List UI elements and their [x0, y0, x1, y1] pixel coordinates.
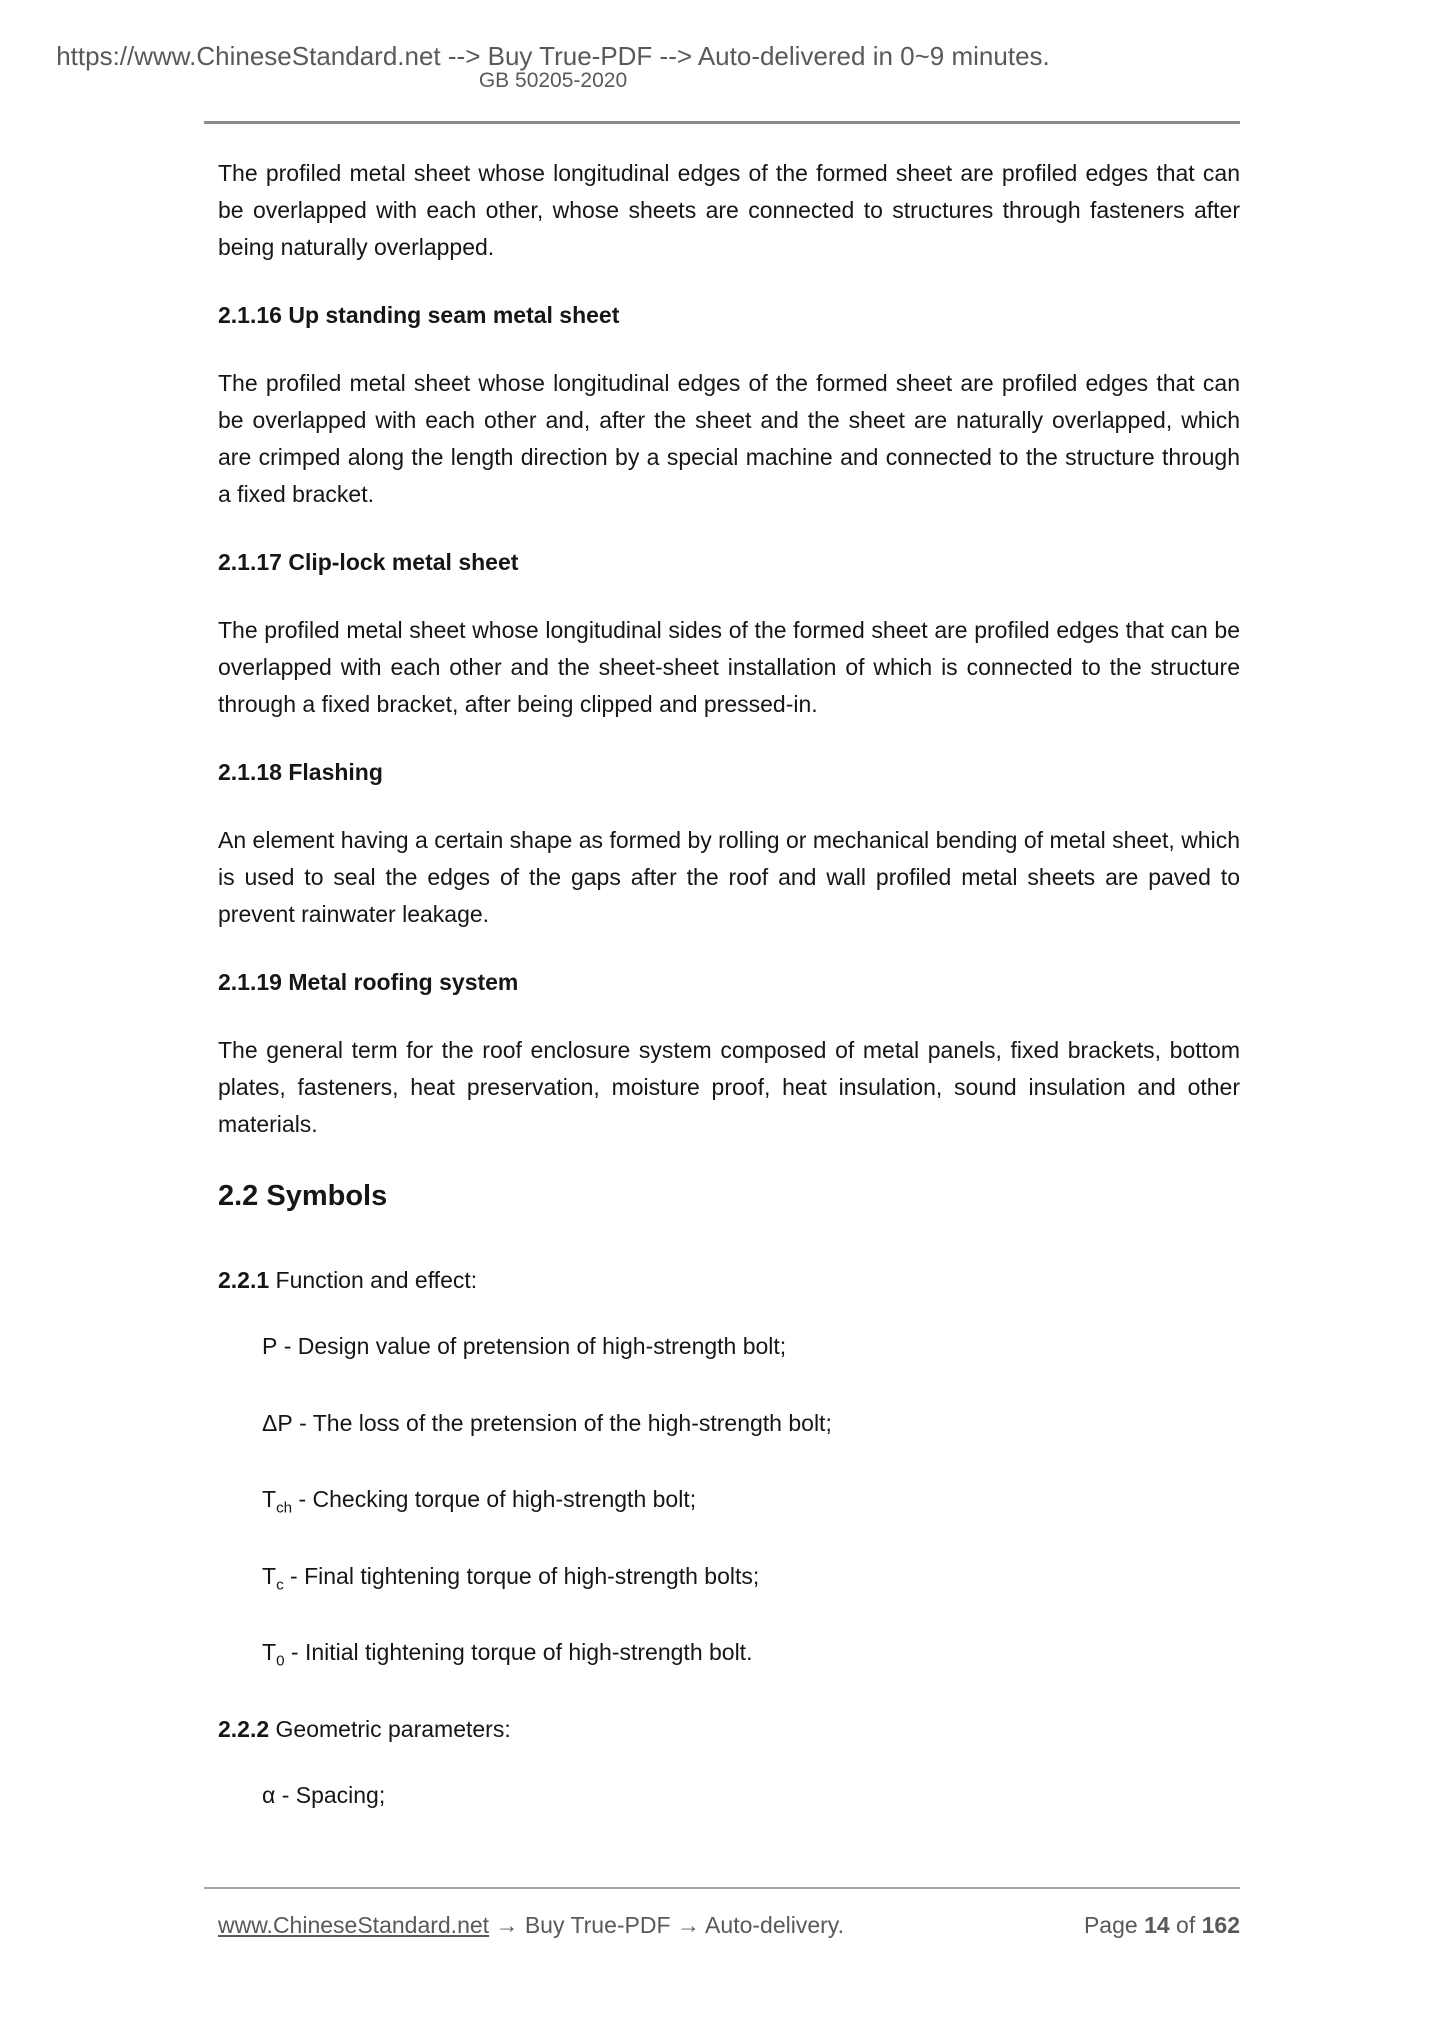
symbol-description: - Initial tightening torque of high-strength bolt. — [290, 1639, 753, 1666]
paragraph-2118: An element having a certain shape as formed by rolling or mechanical bending of metal sheet, which is used to seal the edges of the gaps after the roof and wall profiled metal sheets are paved to prevent rainwater leakage. — [218, 827, 1240, 927]
symbol-description: - Final tightening torque of high-strength bolts; — [290, 1562, 760, 1589]
subheading-221 — [218, 1262, 1240, 1299]
subheading-222-text: Geometric parameters: — [275, 1715, 511, 1742]
symbol-glyph: ΔP — [262, 1409, 293, 1436]
footer-website-link[interactable]: www.ChineseStandard.net — [218, 1912, 490, 1938]
footer-tagline: → Buy True-PDF → Auto-delivery. — [495, 1912, 844, 1938]
footer-divider — [204, 1887, 1240, 1889]
symbol-glyph: α — [262, 1781, 276, 1808]
paragraph-2116: The profiled metal sheet whose longitudinal edges of the formed sheet are profiled edges that can be overlapped with each other and, after the sheet and the sheet are naturally overlapped, which are crimped along the length direction by a special machine and connected to the structure through a fixed bracket. — [218, 370, 1240, 507]
paragraph-intro: The profiled metal sheet whose longitudinal edges of the formed sheet are profiled edges that can be overlapped with each other, whose sheets are connected to structures through fasteners after being naturally overlapped. — [218, 160, 1240, 260]
footer-page-total: 162 — [1201, 1912, 1240, 1938]
symbol-description: - Spacing; — [281, 1781, 386, 1808]
section-heading-2116: 2.1.16 Up standing seam metal sheet — [218, 302, 620, 328]
document-body — [218, 155, 1240, 1854]
paragraph-2119: The general term for the roof enclosure system composed of metal panels, fixed brackets, bottom plates, fasteners, heat preservation, moisture proof, heat insulation, sound insulation and other materials. — [218, 1037, 1240, 1137]
symbol-description: - The loss of the pretension of the high-strength bolt; — [299, 1409, 832, 1436]
header-divider — [204, 121, 1240, 124]
subheading-221-text: Function and effect: — [275, 1267, 478, 1293]
page-header — [0, 41, 1106, 93]
footer-page-current: 14 — [1144, 1912, 1170, 1938]
symbol-glyph: P — [262, 1333, 278, 1359]
symbol-item — [262, 1481, 1240, 1527]
symbol-item — [262, 1558, 1240, 1604]
symbol-description: - Checking torque of high-strength bolt; — [298, 1486, 697, 1513]
section-heading-symbols: 2.2 Symbols — [218, 1180, 388, 1212]
geometric-symbol-list — [218, 1777, 1240, 1823]
section-heading-2117: 2.1.17 Clip-lock metal sheet — [218, 549, 519, 575]
symbol-item — [262, 1777, 1240, 1823]
section-heading-2119: 2.1.19 Metal roofing system — [218, 969, 519, 995]
header-url-text: https://www.ChineseStandard.net --> Buy True-PDF --> Auto-delivered in 0~9 minutes. — [56, 41, 1050, 71]
subheading-222 — [218, 1711, 1240, 1748]
subheading-221-number: 2.2.1 — [218, 1267, 270, 1293]
footer-page-indicator: Page 14 of 162 — [1083, 1912, 1240, 1938]
function-symbol-list — [218, 1328, 1240, 1680]
standard-code: GB 50205-2020 — [478, 69, 628, 92]
footer-left — [218, 1908, 844, 1942]
symbol-glyph: $T_c$ — [262, 1562, 284, 1594]
symbol-item — [262, 1634, 1240, 1680]
paragraph-2117: The profiled metal sheet whose longitudinal sides of the formed sheet are profiled edges that can be overlapped with each other and the sheet-sheet installation of which is connected to the structure through a fixed bracket, after being clipped and pressed-in. — [218, 617, 1240, 717]
page-footer — [218, 1908, 1240, 1942]
subheading-222-number: 2.2.2 — [218, 1715, 270, 1742]
symbol-glyph: $T_{ch}$ — [262, 1486, 293, 1517]
symbol-glyph: $T_0$ — [262, 1639, 285, 1670]
symbol-item — [262, 1328, 1240, 1374]
symbol-item — [262, 1405, 1240, 1451]
section-heading-2118: 2.1.18 Flashing — [218, 759, 383, 785]
symbol-description: - Design value of pretension of high-strength bolt; — [283, 1333, 787, 1359]
